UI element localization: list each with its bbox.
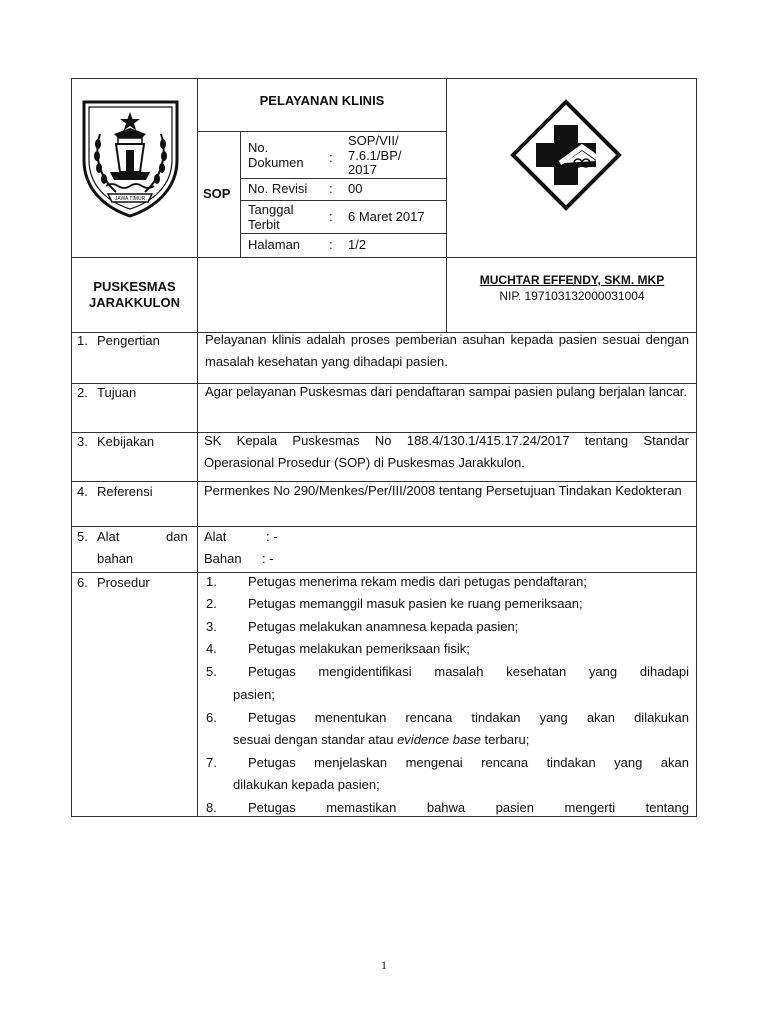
colon: : <box>329 209 333 224</box>
no-dokumen-value-1: SOP/VII/ <box>348 133 399 148</box>
sop-label: SOP <box>203 186 231 201</box>
step-number: 5. <box>206 664 217 679</box>
step-number: 7. <box>206 755 217 770</box>
step-text-cont <box>233 729 529 751</box>
no-revisi-value: 00 <box>348 181 363 196</box>
document-title: PELAYANAN KLINIS <box>259 93 385 108</box>
section-text-referensi: Permenkes No 290/Menkes/Per/III/2008 tentang Persetujuan Tindakan Kedokteran <box>204 483 682 498</box>
section-label-bahan: bahan <box>97 551 134 566</box>
step-text: Petugas menjelaskan mengenai rencana tindakan yang akan <box>248 755 689 770</box>
section-number: 3. <box>77 434 88 449</box>
step-number: 6. <box>206 710 217 725</box>
bahan-label: Bahan <box>204 551 242 566</box>
step-number: 4. <box>206 641 217 656</box>
colon: : <box>329 181 333 196</box>
step-text: Petugas menerima rekam medis dari petugas pendaftaran; <box>248 574 587 589</box>
step-text-cont: pasien; <box>233 687 275 702</box>
no-dokumen-label-1: No. <box>248 140 269 155</box>
section-number: 6. <box>77 575 88 590</box>
step-text: Petugas memastikan bahwa pasien mengerti tentang <box>248 800 689 815</box>
section-label-kebijakan: Kebijakan <box>97 434 155 449</box>
section-label-pengertian: Pengertian <box>97 333 160 348</box>
no-revisi-label: No. Revisi <box>248 181 308 196</box>
no-dokumen-value-3: 2017 <box>348 162 377 177</box>
seal-ribbon-text: JAWA TIMUR <box>114 196 146 202</box>
step-text-part: sesuai dengan standar atau <box>233 732 398 747</box>
puskesmas-logo-icon <box>510 99 622 211</box>
step-number: 3. <box>206 619 217 634</box>
no-dokumen-label-2: Dokumen <box>248 155 304 170</box>
signatory-nip: NIP. 197103132000031004 <box>499 289 645 303</box>
step-number: 2. <box>206 596 217 611</box>
step-text: Petugas mengidentifikasi masalah kesehatan yang dihadapi <box>248 664 689 679</box>
tanggal-label-2: Terbit <box>248 217 280 232</box>
bahan-value: : - <box>262 551 274 566</box>
provincial-seal-icon <box>78 98 183 220</box>
section-text-tujuan: Agar pelayanan Puskesmas dari pendaftaran sampai pasien pulang berjalan lancar. <box>205 384 688 399</box>
section-label-prosedur: Prosedur <box>97 575 150 590</box>
halaman-label: Halaman <box>248 237 301 252</box>
section-label-dan: dan <box>166 529 188 544</box>
section-text-pengertian: Pelayanan klinis adalah proses pemberian asuhan kepada pasien sesuai dengan masalah kesehatan yang dihadapi pasien. <box>205 332 689 369</box>
puskesmas-name-2: JARAKKULON <box>89 295 180 310</box>
alat-value: : - <box>266 529 278 544</box>
section-text-kebijakan: SK Kepala Puskesmas No 188.4/130.1/415.17.24/2017 tentang Standar Operasional Prosedur (SOP) di Puskesmas Jarakkulon. <box>204 433 689 470</box>
colon: : <box>329 237 333 252</box>
section-label-referensi: Referensi <box>97 484 153 499</box>
no-dokumen-value-2: 7.6.1/BP/ <box>348 148 402 163</box>
evidence-base-term: evidence base <box>397 732 481 747</box>
colon: : <box>329 150 333 165</box>
step-text: Petugas melakukan pemeriksaan fisik; <box>248 641 470 656</box>
page-number: 1 <box>381 958 387 972</box>
section-number: 4. <box>77 484 88 499</box>
puskesmas-name-1: PUSKESMAS <box>93 279 176 294</box>
step-text-cont: dilakukan kepada pasien; <box>233 777 380 792</box>
section-label-tujuan: Tujuan <box>97 385 137 400</box>
step-number: 8. <box>206 800 217 815</box>
tanggal-value: 6 Maret 2017 <box>348 209 425 224</box>
alat-label: Alat <box>204 529 227 544</box>
section-number: 2. <box>77 385 88 400</box>
section-label-alat: Alat <box>97 529 120 544</box>
section-number: 1. <box>77 333 88 348</box>
step-text: Petugas memanggil masuk pasien ke ruang pemeriksaan; <box>248 596 583 611</box>
step-number: 1. <box>206 574 217 589</box>
halaman-value: 1/2 <box>348 237 367 252</box>
tanggal-label-1: Tanggal <box>248 202 294 217</box>
signatory-name: MUCHTAR EFFENDY, SKM. MKP <box>479 273 665 287</box>
step-text: Petugas melakukan anamnesa kepada pasien; <box>248 619 519 634</box>
step-text-part: terbaru; <box>480 732 530 747</box>
section-number: 5. <box>77 529 88 544</box>
step-text: Petugas menentukan rencana tindakan yang akan dilakukan <box>248 710 689 725</box>
